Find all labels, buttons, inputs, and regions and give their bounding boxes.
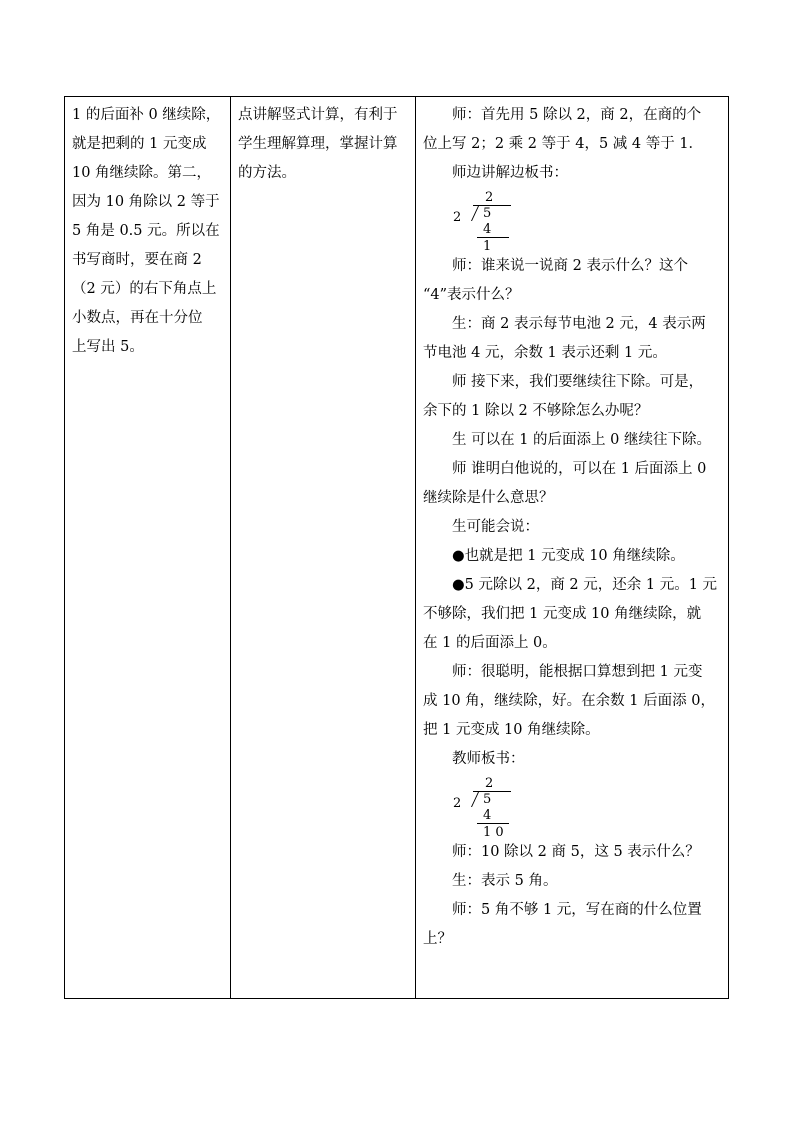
text-line: 就是把剩的 1 元变成	[72, 136, 207, 152]
divisor: 2	[453, 210, 462, 225]
dividend: 5	[483, 792, 492, 807]
product: 4	[483, 808, 492, 823]
text-line: 把 1 元变成 10 角继续除。	[423, 722, 600, 738]
design-intent-text	[238, 101, 412, 188]
text-line: 成 10 角，继续除，好。在余数 1 后面添 0，	[423, 693, 715, 709]
subtraction-bar	[477, 823, 509, 824]
text-line: 师边讲解边板书：	[452, 165, 568, 181]
quotient: 2	[485, 190, 494, 205]
teaching-process-text	[423, 101, 722, 954]
text-line: 继续除是什么意思？	[423, 490, 554, 506]
text-line: 的方法。	[238, 165, 296, 181]
text-line: 教师板书：	[452, 751, 525, 767]
text-line: 1 的后面补 0 继续除，	[72, 107, 221, 123]
division-bar	[473, 791, 511, 792]
text-line: 余下的 1 除以 2 不够除怎么办呢？	[423, 403, 649, 419]
text-line: 节电池 4 元，余数 1 表示还剩 1 元。	[423, 345, 667, 361]
text-line: 因为 10 角除以 2 等于	[72, 194, 220, 210]
text-line: 师：5 角不够 1 元，写在商的什么位置	[452, 902, 702, 918]
division-bar	[473, 205, 511, 206]
long-division-1	[453, 190, 722, 254]
lesson-table	[64, 96, 729, 999]
quotient: 2	[485, 776, 494, 791]
text-line: 生 可以在 1 的后面添上 0 继续往下除。	[452, 432, 711, 448]
subtraction-bar	[477, 237, 509, 238]
product: 4	[483, 222, 492, 237]
text-line: 书写商时，要在商 2	[72, 252, 202, 268]
text-line: “4”表示什么？	[423, 287, 520, 303]
divisor: 2	[453, 796, 462, 811]
table-cell-design-intent	[231, 97, 416, 998]
text-line: 生可能会说：	[452, 519, 539, 535]
text-line: （2 元）的右下角点上	[72, 281, 217, 297]
text-line: 师：很聪明，能根据口算想到把 1 元变	[452, 664, 703, 680]
dividend: 5	[483, 206, 492, 221]
text-line: 5 角是 0.5 元。所以在	[72, 223, 220, 239]
text-line: 不够除，我们把 1 元变成 10 角继续除，就	[423, 606, 702, 622]
text-line: 师：谁来说一说商 2 表示什么？这个	[452, 258, 688, 274]
long-division-2	[453, 776, 722, 840]
text-line: 生：表示 5 角。	[452, 873, 558, 889]
text-line: 点讲解竖式计算，有利于	[238, 107, 398, 123]
table-cell-teaching-process	[416, 97, 728, 998]
text-line: 小数点，再在十分位	[72, 310, 203, 326]
text-line: 生：商 2 表示每节电池 2 元，4 表示两	[452, 316, 706, 332]
text-line: 10 角继续除。第二，	[72, 165, 212, 181]
table-cell-explanation	[65, 97, 231, 998]
text-line: 学生理解算理，掌握计算	[238, 136, 398, 152]
text-line: 在 1 的后面添上 0。	[423, 635, 557, 651]
text-line: ●5 元除以 2，商 2 元，还余 1 元。1 元	[452, 577, 718, 593]
remainder: 1 0	[483, 825, 504, 840]
division-bracket	[471, 791, 479, 807]
text-line: ●也就是把 1 元变成 10 角继续除。	[452, 548, 685, 564]
remainder: 1	[483, 239, 492, 254]
text-line: 师：10 除以 2 商 5，这 5 表示什么？	[452, 844, 700, 860]
text-line: 师：首先用 5 除以 2，商 2，在商的个	[452, 107, 702, 123]
dialogue-line	[423, 101, 722, 130]
text-line: 上？	[423, 931, 452, 947]
text-line: 师 接下来，我们要继续往下除。可是，	[452, 374, 704, 390]
division-bracket	[471, 205, 479, 221]
text-line: 师 谁明白他说的，可以在 1 后面添上 0	[452, 461, 707, 477]
text-line: 上写出 5。	[72, 339, 144, 355]
text-line: 位上写 2；2 乘 2 等于 4，5 减 4 等于 1．	[423, 136, 704, 152]
explanation-text	[72, 101, 226, 362]
